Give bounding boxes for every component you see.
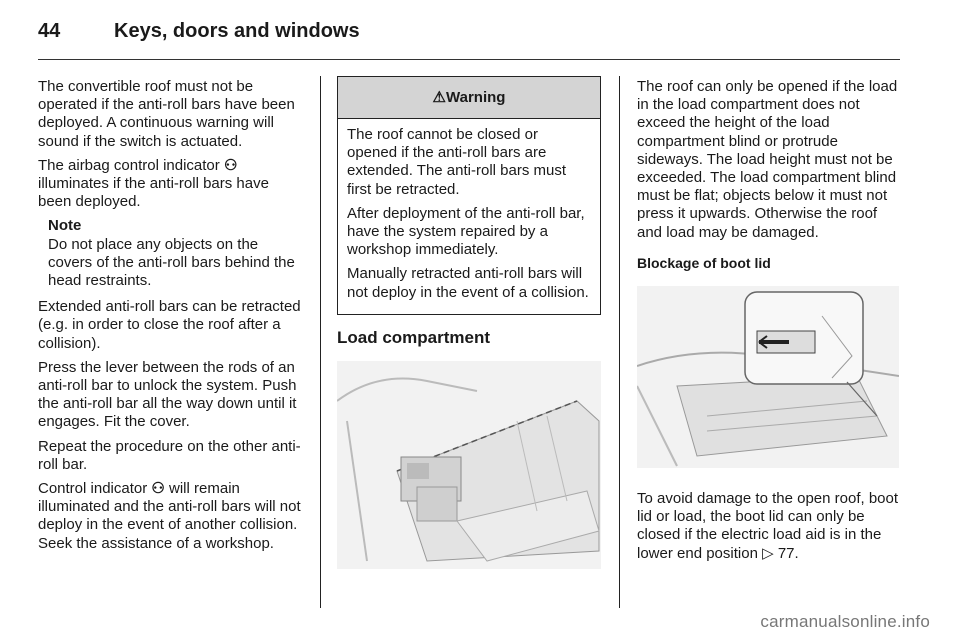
page-title: Keys, doors and windows xyxy=(114,20,360,42)
paragraph: Press the lever between the rods of an anti-roll bar to unlock the system. Push the anti-roll bar all the way down until it engages. Fit the cover. xyxy=(38,358,297,431)
load-compartment-illustration xyxy=(337,361,601,569)
column-divider xyxy=(320,76,321,608)
paragraph: The roof can only be opened if the load in the load compartment does not exceed the height of the load compartment blind or protrude sideways. The load height must not be exceeded. The load compartment blind must be flat; objects below it must not press it upwards. Otherwise the roof and load may be damaged. xyxy=(637,78,898,241)
warning-title: Warning xyxy=(446,89,506,106)
warning-body xyxy=(338,119,600,314)
column-left xyxy=(38,78,306,559)
column-divider xyxy=(619,76,620,608)
warning-triangle-icon: ⚠ xyxy=(432,89,446,106)
subsection-title: Blockage of boot lid xyxy=(637,254,771,271)
page-header xyxy=(38,14,900,60)
paragraph: Repeat the procedure on the other anti-roll bar. xyxy=(38,437,301,473)
warning-header xyxy=(338,77,600,119)
page-number: 44 xyxy=(38,20,61,42)
airbag-indicator-icon: ⚇ xyxy=(151,480,165,498)
page-reference-number[interactable]: 77. xyxy=(777,544,799,562)
watermark: carmanualsonline.info xyxy=(760,612,930,631)
section-title: Load compartment xyxy=(337,327,491,347)
note-title: Note xyxy=(48,217,82,235)
warning-text: After deployment of the anti-roll bar, have the system repaired by a workshop immediately. xyxy=(347,204,585,259)
warning-box xyxy=(337,76,601,315)
warning-text: Manually retracted anti-roll bars will not deploy in the event of a collision. xyxy=(347,265,589,301)
column-middle xyxy=(337,76,601,569)
warning-text: The roof cannot be closed or opened if the anti-roll bars are extended. The anti-roll bars must first be retracted. xyxy=(347,126,567,198)
paragraph: The airbag control indicator ⚇ illuminates if the anti-roll bars have been deployed. xyxy=(38,156,269,211)
airbag-indicator-icon: ⚇ xyxy=(223,156,238,174)
paragraph: To avoid damage to the open roof, boot lid or load, the boot lid can only be closed if the electric load aid is in the lower end position ▷ 77. xyxy=(637,490,899,562)
paragraph: Extended anti-roll bars can be retracted (e.g. in order to close the roof after a collision). xyxy=(38,298,301,352)
column-right xyxy=(637,78,905,569)
page-reference-icon: ▷ xyxy=(762,544,774,562)
note-text: Do not place any objects on the covers of the anti-roll bars behind the head restraints. xyxy=(48,235,295,290)
boot-lid-illustration xyxy=(637,286,899,468)
note xyxy=(48,217,306,290)
paragraph: Control indicator ⚇ will remain illuminated and the anti-roll bars will not deploy in the event of another collision. Seek the assistance of a workshop. xyxy=(38,480,301,552)
paragraph: The convertible roof must not be operated if the anti-roll bars have been deployed. A continuous warning will sound if the switch is actuated. xyxy=(38,78,295,150)
